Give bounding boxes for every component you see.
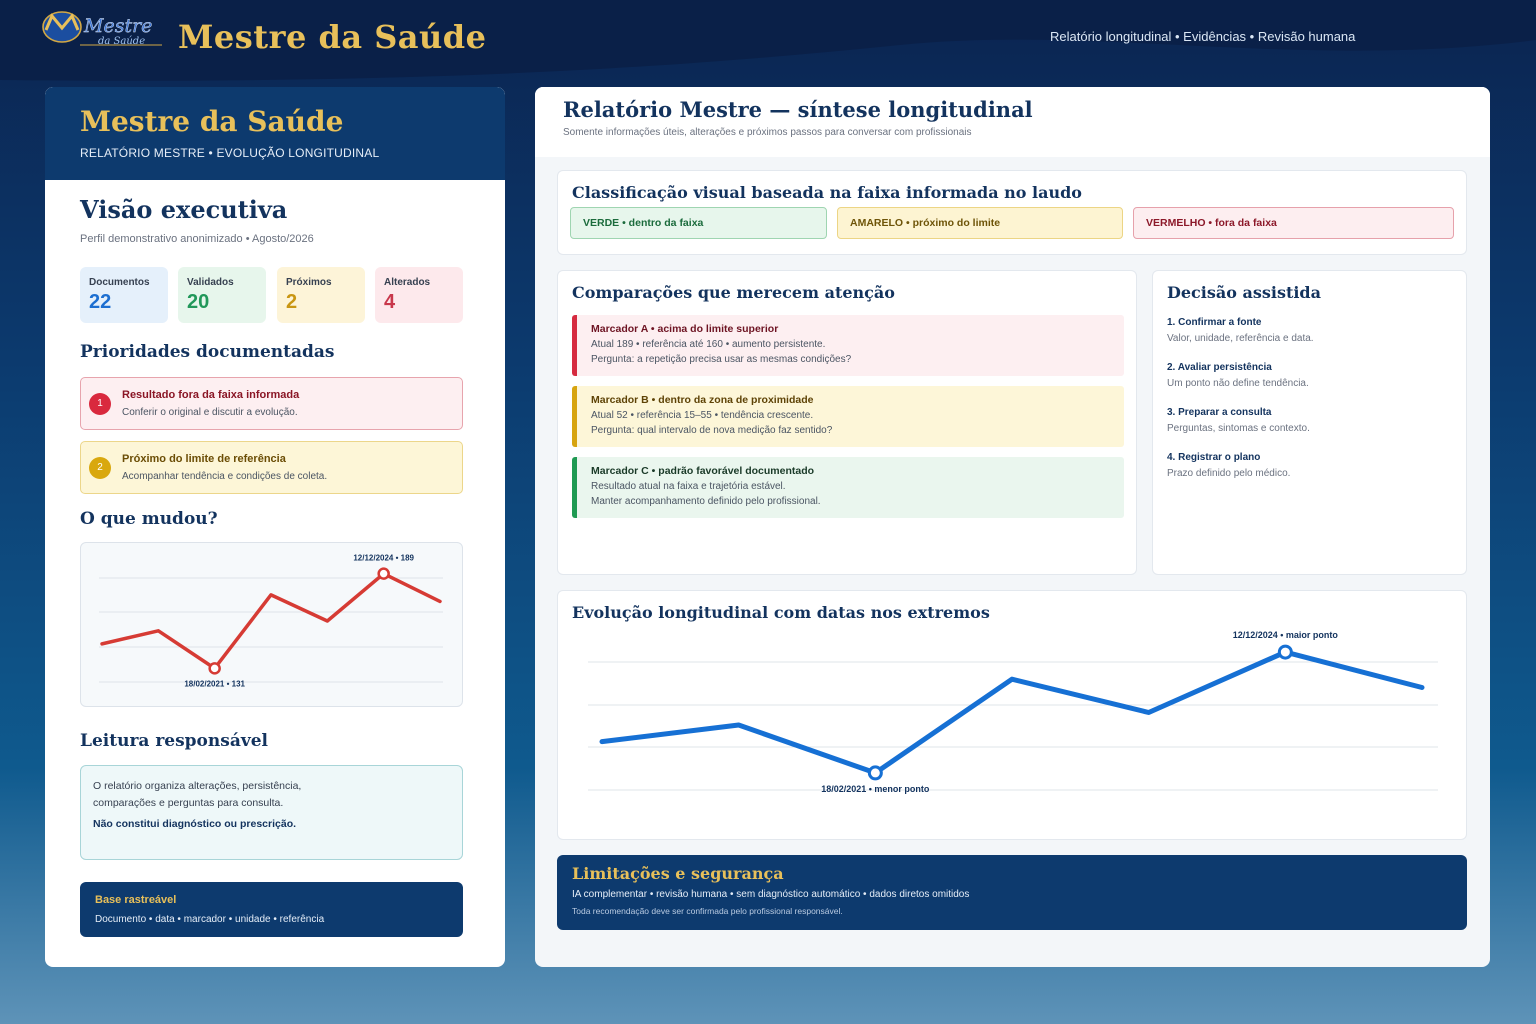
chip-green: VERDE • dentro da faixa xyxy=(570,207,827,239)
priorities-title: Prioridades documentadas xyxy=(80,342,335,362)
decision-step-title: 1. Confirmar a fonte xyxy=(1167,317,1262,328)
priority-title: Resultado fora da faixa informada xyxy=(122,389,300,401)
comparison-title: Marcador A • acima do limite superior xyxy=(591,323,779,335)
decision-step-title: 3. Preparar a consulta xyxy=(1167,407,1272,418)
report-title: Relatório Mestre — síntese longitudinal xyxy=(563,97,1033,122)
left-hero-title: Mestre da Saúde xyxy=(80,105,344,138)
base-title: Base rastreável xyxy=(95,894,177,906)
reading-text: O relatório organiza alterações, persistência, comparações e perguntas para consulta. xyxy=(93,780,302,809)
stat-value: 2 xyxy=(286,291,298,313)
brand-title: Mestre da Saúde xyxy=(178,18,487,56)
decision-step-3 xyxy=(1167,407,1310,434)
decision-step-desc: Perguntas, sintomas e contexto. xyxy=(1167,423,1310,434)
priority-card-1[interactable] xyxy=(80,377,463,430)
stat-value: 20 xyxy=(187,291,210,313)
comparison-title: Marcador C • padrão favorável documentado xyxy=(591,465,815,477)
left-hero-subtitle: RELATÓRIO MESTRE • EVOLUÇÃO LONGITUDINAL xyxy=(80,146,380,160)
comparison-question: Manter acompanhamento definido pelo profissional. xyxy=(591,496,821,507)
mini-trend-chart xyxy=(80,542,463,707)
decision-step-2 xyxy=(1167,362,1309,389)
data-label: 12/12/2024 • 189 xyxy=(353,553,414,563)
left-summary-panel xyxy=(45,87,505,967)
comparison-question: Pergunta: a repetição precisa usar as mesmas condições? xyxy=(591,354,852,365)
comparison-title: Marcador B • dentro da zona de proximidade xyxy=(591,394,814,406)
comparisons-title: Comparações que merecem atenção xyxy=(572,283,895,302)
limits-box xyxy=(557,855,1467,930)
logo-subtext: da Saúde xyxy=(98,36,146,47)
base-box xyxy=(80,882,463,937)
decision-step-title: 2. Avaliar persistência xyxy=(1167,362,1272,373)
mini-chart-svg xyxy=(81,543,464,708)
exec-subtitle: Perfil demonstrativo anonimizado • Agosto/2026 xyxy=(80,233,314,245)
priority-desc: Conferir o original e discutir a evolução. xyxy=(122,407,298,418)
chip-yellow: AMARELO • próximo do limite xyxy=(837,207,1123,239)
series-line xyxy=(602,652,1422,773)
reading-box xyxy=(80,765,463,860)
stat-value: 22 xyxy=(89,291,112,313)
stat-label: Próximos xyxy=(286,277,332,288)
left-hero xyxy=(45,87,505,180)
chip-red: VERMELHO • fora da faixa xyxy=(1133,207,1454,239)
stat-value: 4 xyxy=(384,291,396,313)
stat-proximos xyxy=(277,267,365,323)
data-point-marker xyxy=(869,767,881,779)
data-label: 18/02/2021 • menor ponto xyxy=(821,783,930,794)
brand-logo[interactable] xyxy=(40,8,164,50)
evolution-card xyxy=(557,590,1467,840)
priority-badge: 1 xyxy=(89,393,111,415)
exec-title: Visão executiva xyxy=(80,195,288,224)
data-label: 12/12/2024 • maior ponto xyxy=(1232,630,1338,641)
changes-title: O que mudou? xyxy=(80,509,218,529)
top-header xyxy=(0,0,1536,80)
limits-title: Limitações e segurança xyxy=(572,864,784,883)
comparison-marker-b[interactable] xyxy=(572,386,1124,447)
decision-step-4 xyxy=(1167,452,1290,479)
decision-card xyxy=(1152,270,1467,575)
decision-step-1 xyxy=(1167,317,1314,344)
stat-alterados xyxy=(375,267,463,323)
stat-label: Alterados xyxy=(384,277,431,288)
evolution-chart-svg xyxy=(558,591,1466,839)
decision-title: Decisão assistida xyxy=(1167,283,1321,302)
right-report-panel xyxy=(535,87,1490,967)
limits-note: Toda recomendação deve ser confirmada pelo profissional responsável. xyxy=(572,906,843,916)
decision-step-desc: Valor, unidade, referência e data. xyxy=(1167,333,1314,344)
decision-step-desc: Prazo definido pelo médico. xyxy=(1167,468,1291,479)
priority-title: Próximo do limite de referência xyxy=(122,453,286,465)
priority-card-2[interactable] xyxy=(80,441,463,494)
comparisons-card xyxy=(557,270,1137,575)
stat-label: Documentos xyxy=(89,277,150,288)
data-label: 18/02/2021 • 131 xyxy=(184,679,245,689)
reading-title: Leitura responsável xyxy=(80,731,268,751)
data-point-marker xyxy=(1279,646,1291,658)
priority-badge: 2 xyxy=(89,457,111,479)
limits-desc: IA complementar • revisão humana • sem diagnóstico automático • dados diretos omitidos xyxy=(572,889,970,900)
decision-step-title: 4. Registrar o plano xyxy=(1167,452,1261,463)
report-subtitle: Somente informações úteis, alterações e próximos passos para conversar com profissionais xyxy=(563,127,972,138)
priority-desc: Acompanhar tendência e condições de coleta. xyxy=(122,471,328,482)
comparison-question: Pergunta: qual intervalo de nova medição faz sentido? xyxy=(591,425,833,436)
report-header xyxy=(535,87,1490,157)
comparison-line: Atual 52 • referência 15–55 • tendência crescente. xyxy=(591,410,814,421)
data-point-marker xyxy=(379,569,389,579)
comparison-marker-c[interactable] xyxy=(572,457,1124,518)
stat-documentos xyxy=(80,267,168,323)
stat-label: Validados xyxy=(187,277,234,288)
series-line xyxy=(102,574,440,669)
base-desc: Documento • data • marcador • unidade • referência xyxy=(95,914,325,925)
top-nav-links[interactable]: Relatório longitudinal • Evidências • Revisão humana xyxy=(1050,29,1356,44)
evolution-title: Evolução longitudinal com datas nos extremos xyxy=(572,603,990,622)
comparison-line: Resultado atual na faixa e trajetória estável. xyxy=(591,481,786,492)
stat-validados xyxy=(178,267,266,323)
reading-disclaimer: Não constitui diagnóstico ou prescrição. xyxy=(93,818,297,830)
comparison-line: Atual 189 • referência até 160 • aumento persistente. xyxy=(591,339,826,350)
comparison-marker-a[interactable] xyxy=(572,315,1124,376)
logo-text: Mestre xyxy=(84,15,153,37)
classification-title: Classificação visual baseada na faixa informada no laudo xyxy=(572,183,1082,202)
classification-card xyxy=(557,170,1467,255)
decision-step-desc: Um ponto não define tendência. xyxy=(1167,378,1309,389)
data-point-marker xyxy=(210,663,220,673)
